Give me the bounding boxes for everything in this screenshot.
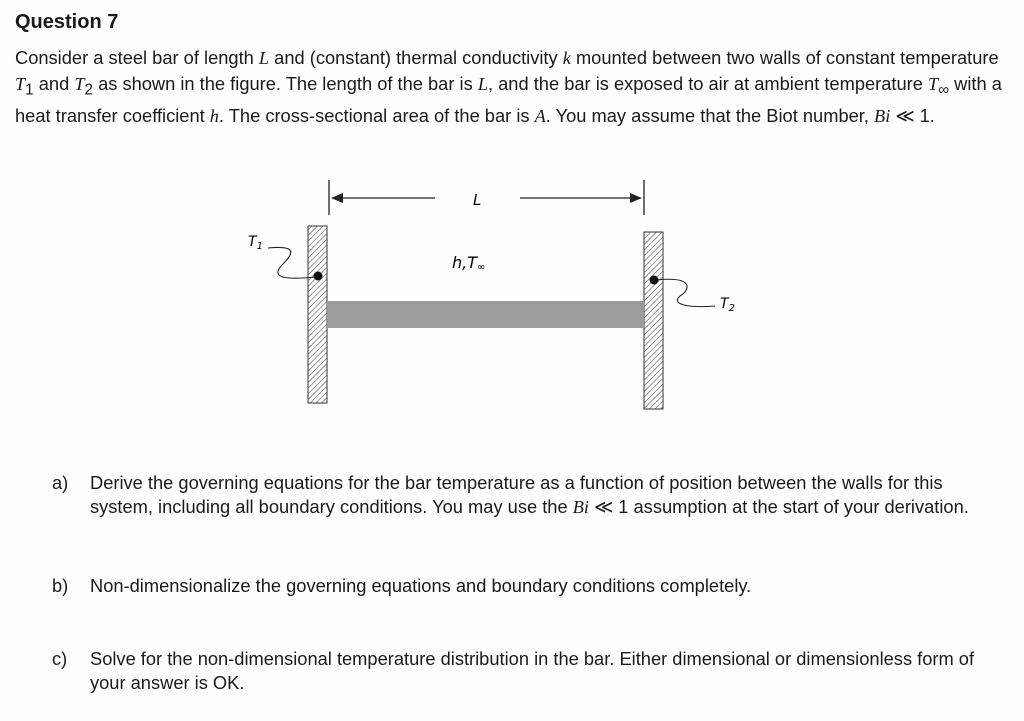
question-b xyxy=(52,574,992,598)
math-L: L xyxy=(477,74,488,94)
thermocouple-wire-right xyxy=(656,279,715,306)
math-L: L xyxy=(258,48,270,68)
steel-bar xyxy=(327,301,644,328)
dimension-arrow xyxy=(329,180,644,215)
math-T2: T xyxy=(74,74,85,94)
math-k: k xyxy=(562,48,571,68)
subscript: 1 xyxy=(25,81,34,99)
text: , and the bar is exposed to air at ambient temperature xyxy=(487,73,929,94)
math-T1: T xyxy=(15,74,26,94)
text: ≪ 1. xyxy=(890,104,935,126)
question-c xyxy=(52,647,992,695)
question-label: a) xyxy=(52,472,69,493)
subscript: ∞ xyxy=(938,81,950,99)
question-text: Derive the governing equations for the bar temperature as a function of position between the walls for this system, including all boundary conditions. You may use the xyxy=(90,472,943,517)
question-text: Non-dimensionalize the governing equations and boundary conditions completely. xyxy=(90,575,752,596)
thermocouple-right xyxy=(650,276,659,285)
text: . The cross-sectional area of the bar is xyxy=(218,104,535,126)
left-wall xyxy=(308,226,327,403)
math-A: A xyxy=(534,105,546,126)
question-text: Solve for the non-dimensional temperature distribution in the bar. Either dimensional or dimensionless form of your answer is OK. xyxy=(90,648,975,693)
text: and (constant) thermal conductivity xyxy=(269,47,563,68)
question-title: Question 7 xyxy=(15,11,119,33)
text: Consider a steel bar of length xyxy=(15,47,259,68)
question-text: ≪ 1 assumption at the start of your derivation. xyxy=(588,496,969,517)
question-a xyxy=(52,471,992,519)
ambient-label: h,T∞ xyxy=(452,253,486,273)
math-Bi: Bi xyxy=(572,497,589,517)
text: and xyxy=(33,73,75,94)
t2-label: $T_2$ xyxy=(720,296,735,314)
text: mounted between two walls of constant temperature xyxy=(570,47,999,68)
question-label: c) xyxy=(52,648,68,669)
text: as shown in the figure. The length of the bar is xyxy=(92,73,478,94)
math-Bi: Bi xyxy=(874,105,891,126)
right-wall xyxy=(644,232,663,409)
thermocouple-left xyxy=(314,272,323,281)
math-Tinf: T xyxy=(928,74,939,94)
text: . You may assume that the Biot number, xyxy=(545,104,875,126)
length-label: L xyxy=(473,191,482,209)
math-h: h xyxy=(209,105,219,126)
t1-label: $T_1$ xyxy=(248,234,263,252)
text: with a heat transfer coefficient xyxy=(15,73,1002,126)
subscript: 2 xyxy=(84,81,93,99)
question-label: b) xyxy=(52,575,69,596)
